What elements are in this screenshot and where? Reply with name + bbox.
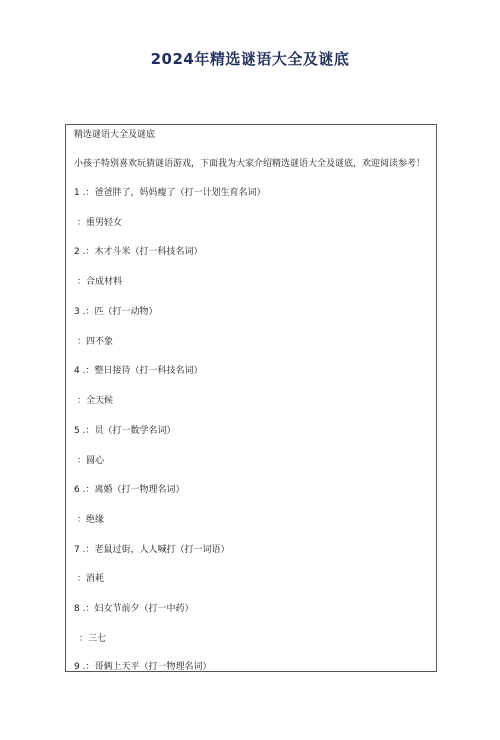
riddle-question: 1 .：爸爸胖了，妈妈瘦了（打一计划生育名词） (74, 188, 266, 198)
riddle-question: 5 .：员（打一数学名词） (74, 426, 176, 436)
riddle-answer: ：消耗 (77, 574, 105, 584)
riddle-answer: ：绝缘 (77, 515, 105, 525)
riddle-answer: ：合成材料 (77, 277, 123, 287)
riddle-question: 7 .：老鼠过街，人人喊打（打一词语） (74, 545, 230, 555)
riddle-answer: ：四不象 (77, 337, 114, 347)
riddle-question: 3 .：匹（打一动物） (74, 307, 158, 317)
riddle-question: 2 .：木才斗米（打一科技名词） (74, 247, 203, 257)
page-title: 2024年精选谜语大全及谜底 (150, 50, 350, 68)
riddle-question: 8 .：妇女节前夕（打一中药） (74, 604, 194, 614)
riddle-question: 4 .：整日接待（打一科技名词） (74, 366, 203, 376)
riddle-answer: ：重男轻女 (77, 218, 123, 228)
riddle-question: 9 .：哥俩上天平（打一物理名词） (74, 662, 212, 672)
riddle-answer: ：三七 (79, 634, 107, 644)
riddle-question: 6 .：离婚（打一物理名词） (74, 485, 185, 495)
riddle-answer: ：圆心 (77, 456, 105, 466)
document-heading: 精选谜语大全及谜底 (74, 130, 156, 140)
document-frame (65, 124, 437, 672)
riddle-answer: ：全天候 (77, 396, 114, 406)
document-intro: 小孩子特别喜欢玩猜谜语游戏，下面我为大家介绍精选谜语大全及谜底，欢迎阅读参考！ (74, 159, 426, 169)
